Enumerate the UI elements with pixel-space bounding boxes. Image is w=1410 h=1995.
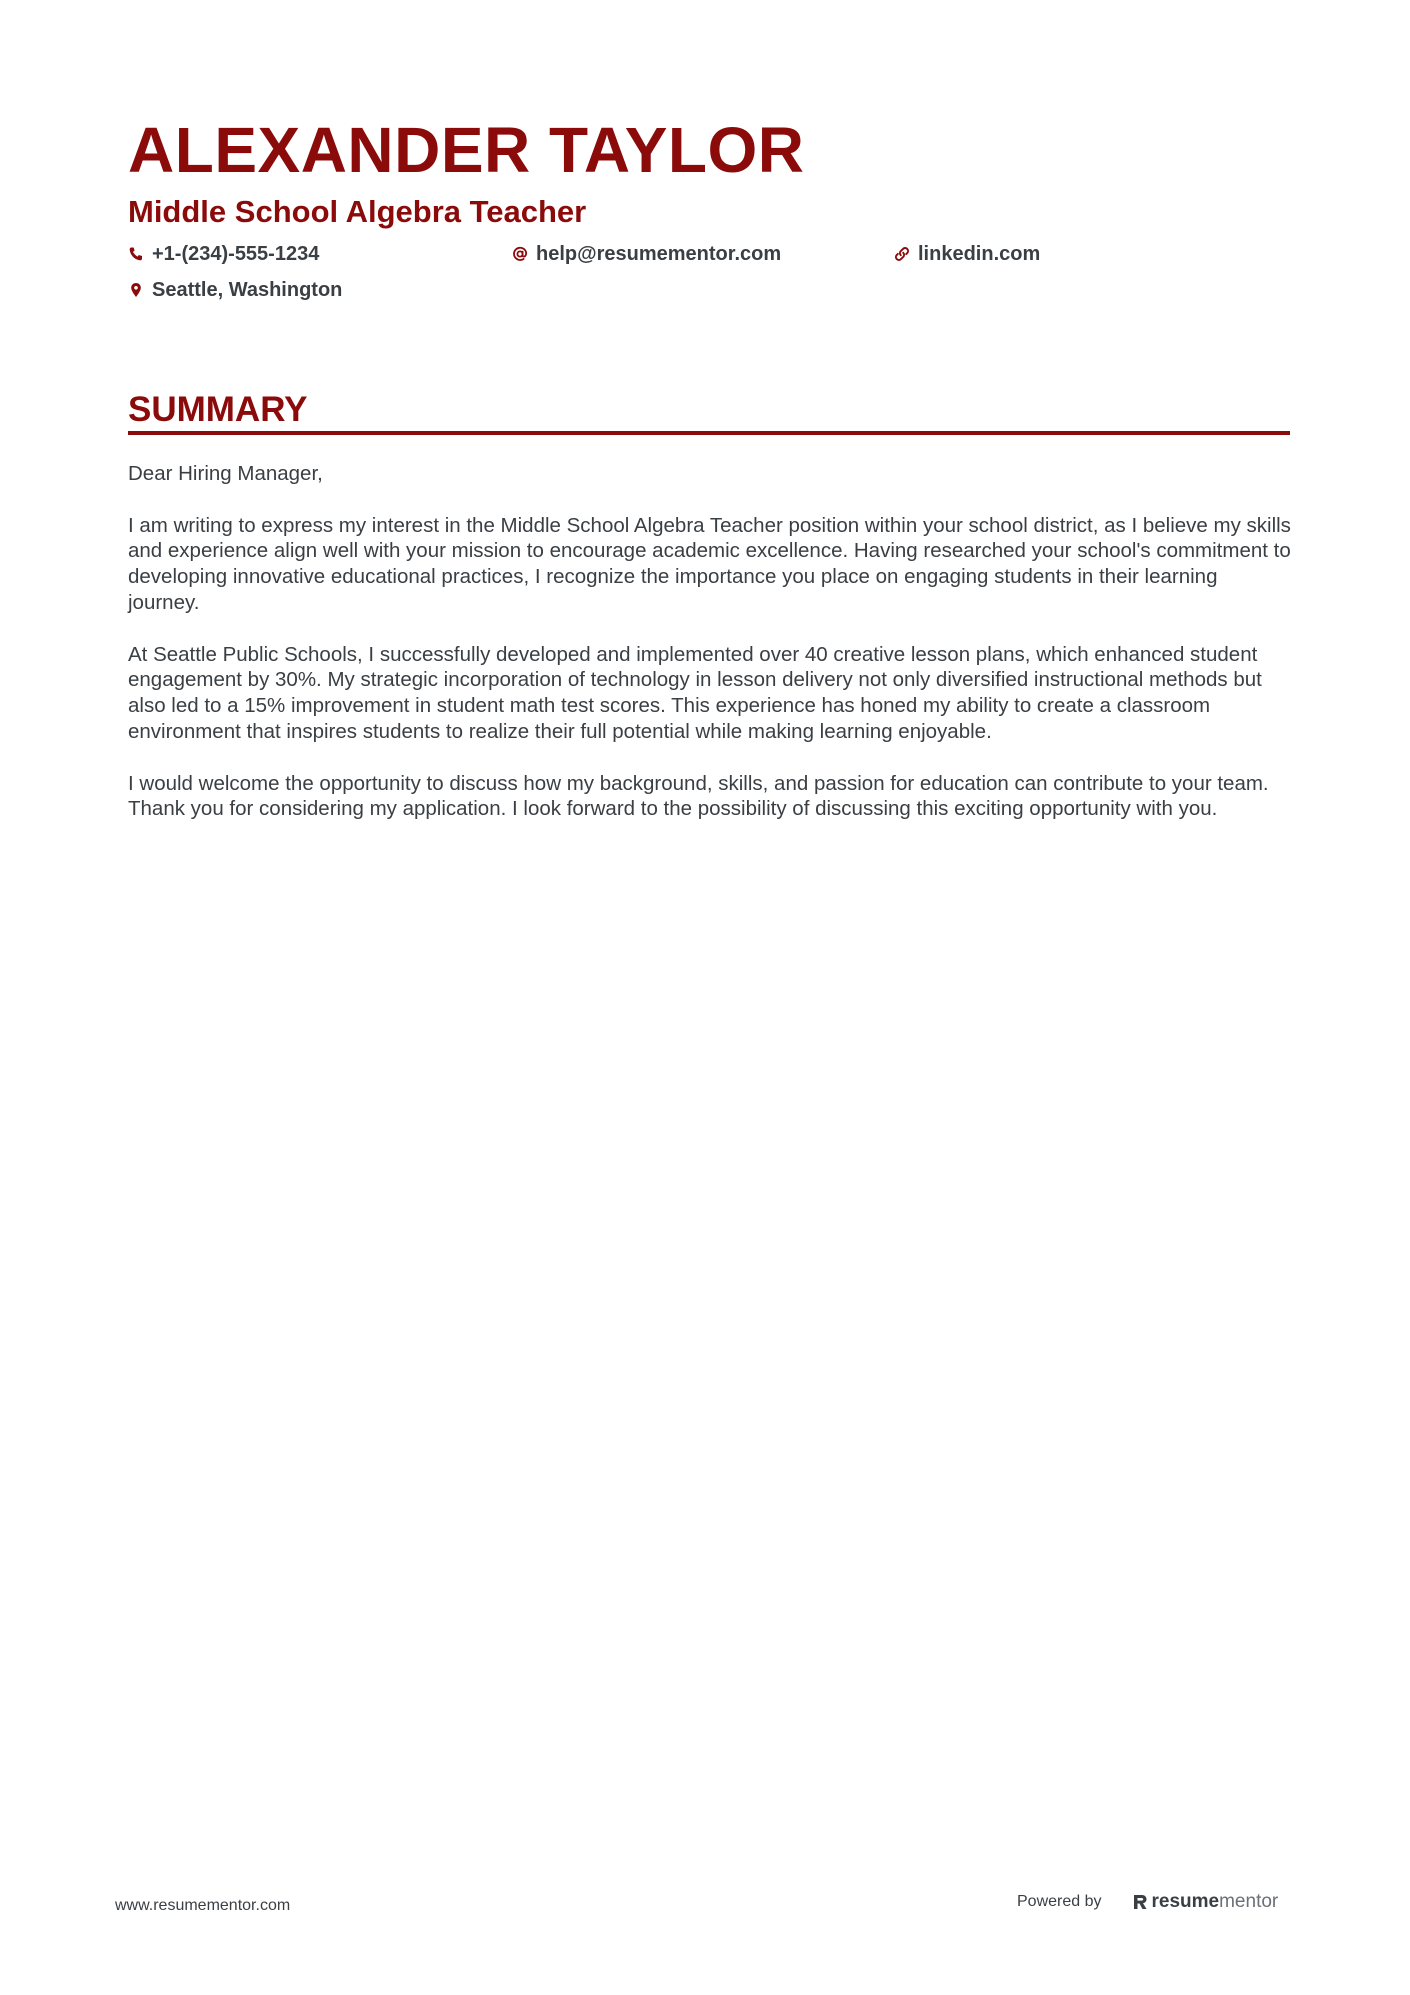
letter-paragraph: At Seattle Public Schools, I successfully developed and implemented over 40 creative lesson plans, which enhanced student engagement by 30%. My strategic incorporation of technology in lesson delivery not only diversified instructional methods but also led to a 15% improvement in student math test scores. This experience has honed my ability to create a classroom environment that inspires students to realize their full potential while making learning enjoyable. [128, 642, 1262, 743]
section-divider [128, 431, 1290, 435]
candidate-name: ALEXANDER TAYLOR [128, 114, 805, 186]
footer-powered-by [1017, 1890, 1278, 1914]
letter-paragraph: I am writing to express my interest in the Middle School Algebra Teacher position within your school district, as I believe my skills and experience align well with your mission to encourage academic excellence. Having researched your school's commitment to developing innovative educational practices, I recognize the importance you place on engaging students in their learning journey. [128, 513, 1291, 614]
resumementor-logo-icon [1132, 1892, 1148, 1912]
at-icon [512, 246, 528, 262]
contact-linkedin[interactable] [894, 241, 1040, 267]
link-icon [894, 246, 910, 262]
powered-by-label: Powered by [1017, 1893, 1102, 1910]
letter-salutation: Dear Hiring Manager, [128, 462, 323, 485]
cover-letter-body [128, 461, 1293, 848]
brand-wordmark [1152, 1890, 1279, 1914]
contact-phone [128, 241, 319, 267]
phone-icon [128, 246, 144, 262]
map-pin-icon [128, 282, 144, 298]
location-text: Seattle, Washington [152, 279, 343, 301]
email-link[interactable]: help@resumementor.com [536, 243, 782, 265]
phone-text: +1-(234)-555-1234 [152, 243, 320, 265]
brand-wordmark-strong: resume [1151, 1891, 1220, 1912]
letter-paragraph: I would welcome the opportunity to discuss how my background, skills, and passion for education can contribute to your team. Thank you for considering my application. I look forward to the possibility of discussing this exciting opportunity with you. [128, 771, 1269, 821]
contact-email[interactable] [512, 241, 781, 267]
linkedin-link[interactable]: linkedin.com [918, 243, 1041, 265]
brand-wordmark-light: mentor [1219, 1891, 1279, 1912]
footer-website[interactable]: www.resumementor.com [115, 1897, 291, 1914]
summary-heading: SUMMARY [128, 390, 308, 429]
contact-location [128, 277, 342, 303]
job-title: Middle School Algebra Teacher [128, 194, 587, 229]
